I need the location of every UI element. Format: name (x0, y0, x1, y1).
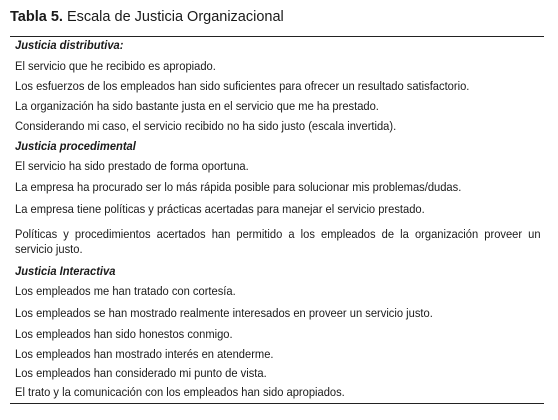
table-row: Considerando mi caso, el servicio recibido no ha sido justo (escala invertida). (15, 119, 397, 133)
table-row: Los esfuerzos de los empleados han sido suficientes para ofrecer un resultado satisfactorio. (15, 79, 470, 93)
section-title-procedimental: Justicia procedimental (15, 139, 136, 153)
caption-label: Tabla 5. (10, 9, 63, 25)
bottom-rule (10, 403, 544, 404)
table-row: Los empleados han considerado mi punto de vista. (15, 366, 267, 380)
table-row: La empresa tiene políticas y prácticas acertadas para manejar el servicio prestado. (15, 202, 425, 216)
caption-title: Escala de Justicia Organizacional (62, 9, 284, 25)
section-title-distributiva: Justicia distributiva: (15, 38, 124, 52)
table-row: El trato y la comunicación con los empleados han sido apropiados. (15, 385, 345, 399)
table-row: La organización ha sido bastante justa en el servicio que me ha prestado. (15, 99, 379, 113)
table-row: Los empleados han mostrado interés en atenderme. (15, 347, 274, 361)
table-caption (10, 8, 284, 26)
table-row: Políticas y procedimientos acertados han permitido a los empleados de la organización proveer un servicio justo. (15, 227, 541, 256)
table-row: Los empleados han sido honestos conmigo. (15, 327, 233, 341)
table-row: Los empleados me han tratado con cortesía. (15, 284, 236, 298)
table-row: La empresa ha procurado ser lo más rápida posible para solucionar mis problemas/dudas. (15, 180, 462, 194)
top-rule (10, 36, 544, 37)
table-row: El servicio ha sido prestado de forma oportuna. (15, 159, 249, 173)
table-row: El servicio que he recibido es apropiado. (15, 59, 216, 73)
table-row: Los empleados se han mostrado realmente interesados en proveer un servicio justo. (15, 306, 433, 320)
section-title-interactiva: Justicia Interactiva (15, 264, 116, 278)
